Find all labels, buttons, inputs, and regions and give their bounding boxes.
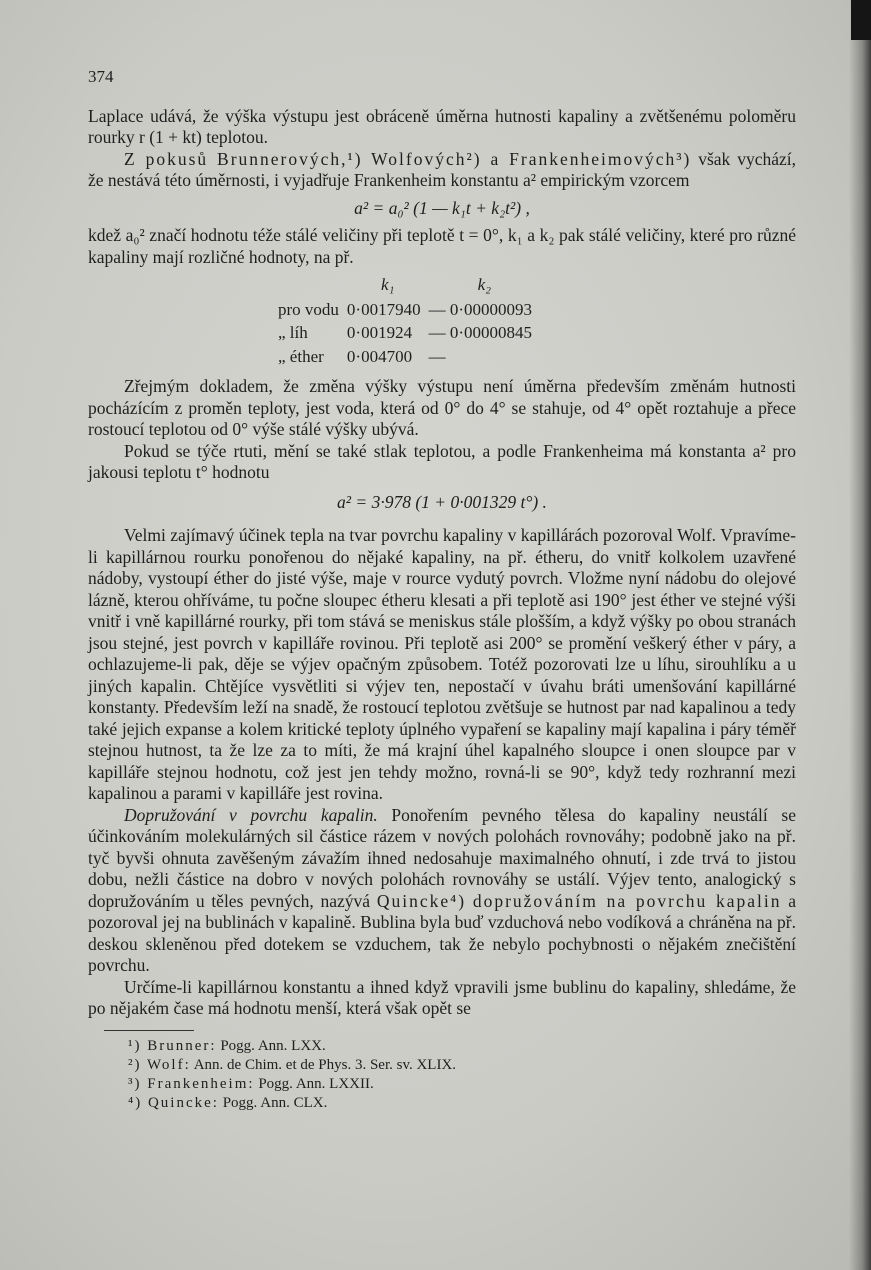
paragraph-wolf-heat: Velmi zajímavý účinek tepla na tvar povrchu kapaliny v kapillárách pozoroval Wolf. Vpravíme-li kapillárnou rourku ponořenou do nějaké kapaliny, na př. étheru, do vnitř kolkolem uzavřené nádoby, vystoupí éther do jisté výše, maje v rource vydutý povrch. Vložme nyní nádobu do olejové lázně, kterou ohříváme, tu počne sloupec étheru klesati a při teplotě asi 190° jest éther ve stejné výši vnitř i vně kapillárné rourky, při tom stává se meniskus stále plošším, a když výšky po obou stranách jsou stejné, jest povrch v kapilláře rovinou. Při teplotě asi 200° se promění veškerý éther v páry, a ochlazujeme-li pak, děje se výjev opačným způsobem. Totéž pozorovati lze u líhu, sirouhlíku a u jiných kapalin. Chtějíce vysvětliti si výjev ten, nepostačí v úvahu bráti umenšování kapillárné konstanty. Především leží na snadě, že rostoucí teplotou zvětšuje se hutnost par nad kapalinou a tedy také jejich expanse a kolem kritické teploty úplného vypaření se kapaliny mají kapalina i páry téměř stejnou hutnost, ta že lze za to míti, že má krajní úhel kapalného sloupce i onen sloupce par v kapilláře stejnou hodnotu, což jest jen tehdy možno, rovná-li se 90°, když tedy rozhranní mezi kapalinou a parami v kapilláře jest rovina. xyxy=(88,525,796,803)
table-header-row xyxy=(278,274,540,298)
experimenters-names: Z pokusů Brunnerových,¹) Wolfových²) a Frankenheimových³) xyxy=(124,148,692,169)
experiments-text: však vychází, že nestává této úměrnosti, i vyjadřuje Frankenheim konstantu a² empirickým vzorcem xyxy=(88,148,796,190)
dopruzovani-text-b: a pozoroval jej na bublinách v kapalině. Bublina byla buď vzduchová nebo vodíková a chráněna na př. deskou skleněnou před dotekem se vzduchem, tak že nebylo pochybnosti o nějakém znečištění povrchu. xyxy=(88,890,797,975)
footnote-item: ¹) Brunner: Pogg. Ann. LXX. xyxy=(128,1037,326,1054)
footnote-item: ⁴) Quincke: Pogg. Ann. CLX. xyxy=(128,1094,328,1111)
paragraph-laplace: Laplace udává, že výška výstupu jest obráceně úměrna hutnosti kapaliny a zvětšenému poloměru rourky r (1 + kt) teplotou. xyxy=(88,105,796,147)
table-row xyxy=(278,321,540,345)
k1-value: 0·004700 xyxy=(346,346,413,366)
footnote-divider xyxy=(104,1030,194,1031)
column-header-k1: k₁ xyxy=(381,275,395,294)
paragraph-dopruzovani xyxy=(88,805,796,977)
k1-value: 0·0017940 xyxy=(346,299,421,319)
page-number: 374 xyxy=(88,67,114,86)
term-dopruzovani: dopružováním na povrchu kapalin xyxy=(472,890,782,911)
table-row xyxy=(278,345,540,369)
paragraph-capillary-constant: Určíme-li kapillárnou konstantu a ihned když vpravili jsme bublinu do kapaliny, shledáme, že po nějakém čase má hodnotu menší, která však opět se xyxy=(88,976,796,1018)
constants-table xyxy=(278,274,540,368)
paragraph-mercury: Pokud se týče rtuti, mění se také stlak teplotou, a podle Frankenheima má konstanta a² pro jakousi teplotu t° hodnotu xyxy=(88,440,796,482)
formula-frankenheim: a² = a₀² (1 — k₁t + k₂t²) , xyxy=(354,197,530,218)
table-row xyxy=(278,298,540,322)
footnote-item: ³) Frankenheim: Pogg. Ann. LXXII. xyxy=(128,1075,374,1092)
row-label: pro vodu xyxy=(278,299,339,319)
section-heading: Dopružování v povrchu kapalin. xyxy=(124,804,378,825)
page-corner-dark xyxy=(851,0,871,40)
paragraph-constants: kdež a₀² značí hodnotu téže stálé veličiny při teplotě t = 0°, k₁ a k₂ pak stálé veličiny, které pro různé kapaliny mají rozličné hodnoty, na př. xyxy=(88,225,796,267)
paragraph-water-evidence: Zřejmým dokladem, že změna výšky výstupu není úměrna především změnám hutnosti pocházícím z proměn teploty, jest voda, která od 0° do 4° se stahuje, od 4° opět roztahuje a přece rostoucí teplotou od 0° výše stálé výšky ubývá. xyxy=(88,376,796,439)
k2-value: — xyxy=(428,346,446,366)
dopruzovani-text-a: Ponořením pevného tělesa do kapaliny neustálí se účinkováním molekulárných sil částice rázem v nových polohách rovnováhy; podobně jako na př. tyč byvši ohnuta zavěšeným závažím ihned nedosahuje maximalného ohnutí, i zde trvá to jistou dobu, nežli částice na dobro v nových polohách rovnováhy se ustálí. Výjev tento, analogický s dopružováním u těles pevných, nazývá xyxy=(88,804,797,911)
quincke-name: Quincke⁴) xyxy=(376,890,467,911)
column-header-k2: k₂ xyxy=(477,275,492,294)
k1-value: 0·001924 xyxy=(346,323,413,342)
paragraph-experiments xyxy=(88,149,796,192)
formula-mercury: a² = 3·978 (1 + 0·001329 t°) . xyxy=(337,491,547,512)
row-label: „ éther xyxy=(278,346,324,366)
footnote-item: ²) Wolf: Ann. de Chim. et de Phys. 3. Ser. sv. XLIX. xyxy=(128,1056,457,1073)
row-label: „ líh xyxy=(278,323,308,342)
page-edge-shadow xyxy=(849,0,871,1270)
page-content xyxy=(88,66,796,1113)
k2-value: — 0·00000845 xyxy=(428,323,533,342)
footnotes xyxy=(88,1037,796,1113)
k2-value: — 0·00000093 xyxy=(428,299,533,319)
